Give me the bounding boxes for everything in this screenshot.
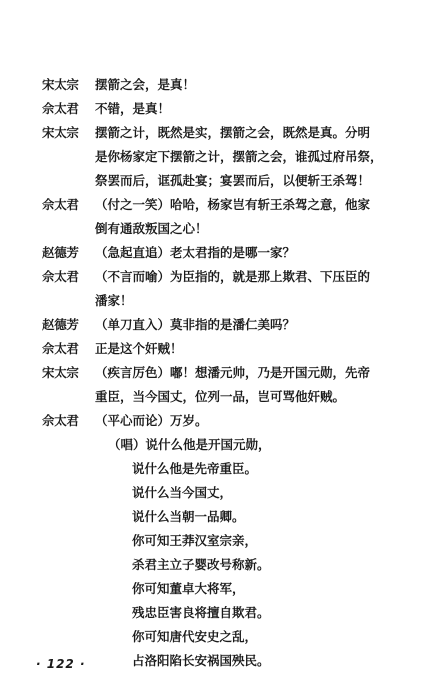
line-text: 是你杨家定下摆箭之计，摆箭之会，谁孤过府吊祭， [95,149,383,164]
dialogue-line [0,145,435,169]
song-line [0,505,435,529]
speaker-name: 佘太君 [42,413,79,428]
line-text: 重臣，当今国丈，位列一品，岂可骂他奸贼。 [95,389,346,404]
line-text: 正是这个奸贼！ [95,341,183,356]
line-text: 说什么当今国丈， [132,485,233,500]
song-line [0,433,435,457]
speaker-name: 宋太宗 [42,125,79,140]
dialogue-line [0,385,435,409]
line-text: 你可知王莽汉室宗亲， [132,533,258,548]
dialogue-line [0,361,435,385]
line-text: 摆箭之计，既然是实，摆箭之会，既然是真。分明 [95,125,371,140]
line-text: 杀君主立子婴改号称新。 [132,557,270,572]
song-line [0,577,435,601]
speaker-name: 宋太宗 [42,77,79,92]
song-line [0,529,435,553]
speaker-name: 赵德芳 [42,245,79,260]
dialogue-line [0,217,435,241]
line-text: （平心而论）万岁。 [95,413,208,428]
song-line [0,457,435,481]
line-text: 摆箭之会，是真！ [95,77,196,92]
line-text: 倒有通敌叛国之心！ [95,221,208,236]
speaker-name: 宋太宗 [42,365,79,380]
speaker-name: 赵德芳 [42,317,79,332]
dialogue-line [0,169,435,193]
speaker-name: 佘太君 [42,269,79,284]
line-text: （唱）说什么他是开国元勋， [108,437,271,452]
dialogue-line [0,121,435,145]
line-text: （急起直追）老太君指的是哪一家？ [95,245,296,260]
dialogue-line [0,241,435,265]
song-line [0,481,435,505]
line-text: （疾言厉色）嘟！想潘元帅，乃是开国元勋，先帝 [95,365,371,380]
dialogue-line [0,313,435,337]
line-text: 你可知董卓大将军， [132,581,245,596]
line-text: 占洛阳陷长安祸国殃民。 [132,653,270,668]
line-text: （付之一笑）哈哈，杨家岂有斩王杀驾之意，他家 [95,197,371,212]
song-line [0,553,435,577]
speaker-name: 佘太君 [42,101,79,116]
line-text: 不错，是真！ [95,101,171,116]
page-number: · 122 · [36,657,86,671]
line-text: 说什么他是先帝重臣。 [132,461,258,476]
line-text: 说什么当朝一品卿。 [132,509,245,524]
line-text: 祭罢而后，诓孤赴宴；宴罢而后，以便斩王杀驾！ [95,173,371,188]
song-line [0,601,435,625]
dialogue-line [0,73,435,97]
dialogue-line [0,193,435,217]
line-text: 你可知唐代安史之乱， [132,629,258,644]
dialogue-line [0,289,435,313]
line-text: 残忠臣害良将擅自欺君。 [132,605,270,620]
line-text: （不言而喻）为臣指的，就是那上欺君、下压臣的 [95,269,371,284]
dialogue-line [0,337,435,361]
dialogue-line [0,265,435,289]
song-line [0,625,435,649]
dialogue-line [0,97,435,121]
dialogue-line [0,409,435,433]
line-text: 潘家！ [95,293,133,308]
speaker-name: 佘太君 [42,197,79,212]
line-text: （单刀直入）莫非指的是潘仁美吗？ [95,317,296,332]
speaker-name: 佘太君 [42,341,79,356]
